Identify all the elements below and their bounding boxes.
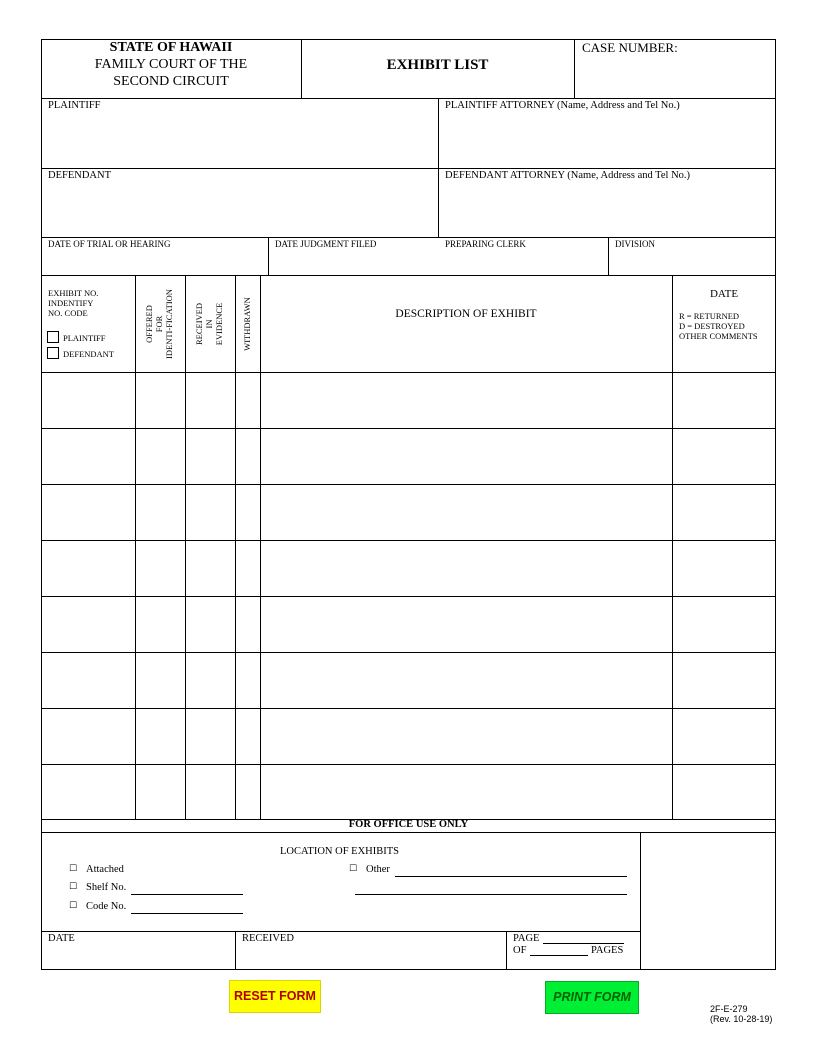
header-vline-2 xyxy=(574,39,575,99)
other-label: Other xyxy=(366,864,390,875)
court-name: FAMILY COURT OF THE xyxy=(94,57,248,72)
description-cell[interactable] xyxy=(262,374,670,426)
office-bottom-vline-2 xyxy=(506,931,507,970)
page-label: PAGE xyxy=(513,933,540,944)
pages-label: PAGES xyxy=(591,945,624,956)
received-cell[interactable] xyxy=(187,766,233,818)
attached-label: Attached xyxy=(86,864,124,875)
shelf-number-field[interactable] xyxy=(131,894,243,895)
received-in-evidence-header: RECEIVED IN EVIDENCE xyxy=(194,302,224,346)
offered-cell[interactable] xyxy=(137,766,183,818)
table-header-divider xyxy=(41,372,776,373)
case-number-label: CASE NUMBER: xyxy=(582,40,678,55)
date-header: DATE xyxy=(709,288,739,300)
date-comments-cell[interactable] xyxy=(674,430,774,482)
offered-cell[interactable] xyxy=(137,598,183,650)
plaintiff-field[interactable] xyxy=(46,116,432,164)
received-cell[interactable] xyxy=(187,542,233,594)
table-vline-3 xyxy=(235,275,236,820)
other-comments-note: OTHER COMMENTS xyxy=(679,331,758,341)
office-received-field[interactable] xyxy=(240,946,500,966)
withdrawn-cell[interactable] xyxy=(237,654,258,706)
location-heading: LOCATION OF EXHIBITS xyxy=(280,846,399,857)
parties-divider xyxy=(41,168,776,169)
table-top-divider xyxy=(41,275,776,276)
plaintiff-label: PLAINTIFF xyxy=(48,100,101,111)
header-divider xyxy=(41,98,776,99)
description-cell[interactable] xyxy=(262,654,670,706)
office-received-label: RECEIVED xyxy=(242,933,294,944)
defendant-checkbox[interactable] xyxy=(47,347,59,359)
office-date-label: DATE xyxy=(48,933,75,944)
date-comments-cell[interactable] xyxy=(674,486,774,538)
row-divider xyxy=(41,540,776,541)
defendant-attorney-label: DEFENDANT ATTORNEY (Name, Address and Tel No.) xyxy=(445,170,691,181)
received-cell[interactable] xyxy=(187,598,233,650)
withdrawn-cell[interactable] xyxy=(237,374,258,426)
withdrawn-cell[interactable] xyxy=(237,766,258,818)
date-comments-cell[interactable] xyxy=(674,710,774,762)
row-divider xyxy=(41,484,776,485)
office-use-heading: FOR OFFICE USE ONLY xyxy=(348,819,469,830)
date-judgment-label: DATE JUDGMENT FILED xyxy=(275,239,377,249)
row-divider xyxy=(41,652,776,653)
division-field[interactable] xyxy=(613,252,771,272)
defendant-attorney-field[interactable] xyxy=(443,186,771,234)
reset-form-button[interactable]: RESET FORM xyxy=(229,980,321,1013)
division-label: DIVISION xyxy=(615,239,655,249)
description-cell[interactable] xyxy=(262,598,670,650)
info-top-divider xyxy=(41,237,776,238)
date-comments-cell[interactable] xyxy=(674,542,774,594)
code-checkbox[interactable]: ☐ xyxy=(69,901,78,911)
description-cell[interactable] xyxy=(262,486,670,538)
page-number-field[interactable] xyxy=(543,943,624,944)
offered-cell[interactable] xyxy=(137,542,183,594)
date-comments-cell[interactable] xyxy=(674,374,774,426)
date-comments-cell[interactable] xyxy=(674,766,774,818)
info-vline-1 xyxy=(268,237,269,275)
received-cell[interactable] xyxy=(187,710,233,762)
print-form-button[interactable]: PRINT FORM xyxy=(545,981,639,1014)
shelf-checkbox[interactable]: ☐ xyxy=(69,882,78,892)
offered-cell[interactable] xyxy=(137,710,183,762)
row-divider xyxy=(41,428,776,429)
exhibit-no-header-3: NO. CODE xyxy=(48,308,88,318)
office-heading-line xyxy=(41,832,776,833)
returned-note: R = RETURNED xyxy=(679,311,740,321)
table-vline-1 xyxy=(135,275,136,820)
date-comments-cell[interactable] xyxy=(674,654,774,706)
office-vline xyxy=(640,832,641,970)
court-circuit: SECOND CIRCUIT xyxy=(113,74,229,89)
received-cell[interactable] xyxy=(187,374,233,426)
withdrawn-cell[interactable] xyxy=(237,542,258,594)
case-number-field[interactable] xyxy=(580,58,770,94)
description-cell[interactable] xyxy=(262,430,670,482)
exhibit-no-header-2: INDENTIFY xyxy=(48,298,94,308)
date-judgment-field[interactable] xyxy=(273,252,433,272)
form-revision: (Rev. 10-28-19) xyxy=(710,1014,773,1024)
description-cell[interactable] xyxy=(262,710,670,762)
shelf-label: Shelf No. xyxy=(86,882,127,893)
offered-cell[interactable] xyxy=(137,486,183,538)
date-trial-label: DATE OF TRIAL OR HEARING xyxy=(48,239,171,249)
offered-cell[interactable] xyxy=(137,654,183,706)
form-code: 2F-E-279 xyxy=(710,1004,748,1014)
plaintiff-checkbox[interactable] xyxy=(47,331,59,343)
received-cell[interactable] xyxy=(187,486,233,538)
other-checkbox[interactable]: ☐ xyxy=(349,864,358,874)
defendant-label: DEFENDANT xyxy=(48,170,111,181)
code-number-field[interactable] xyxy=(131,913,243,914)
row-divider xyxy=(41,708,776,709)
destroyed-note: D = DESTROYED xyxy=(679,321,745,331)
of-label: OF xyxy=(513,945,527,956)
other-field-line-1[interactable] xyxy=(395,876,627,877)
description-header: DESCRIPTION OF EXHIBIT xyxy=(395,308,537,320)
row-divider xyxy=(41,596,776,597)
office-bottom-row-line xyxy=(41,931,640,932)
form-title: EXHIBIT LIST xyxy=(386,57,489,73)
exhibit-no-header-1: EXHIBIT NO. xyxy=(48,288,99,298)
court-state: STATE OF HAWAII xyxy=(109,40,233,55)
defendant-checkbox-label: DEFENDANT xyxy=(63,349,114,359)
row-divider xyxy=(41,764,776,765)
received-cell[interactable] xyxy=(187,654,233,706)
withdrawn-cell[interactable] xyxy=(237,486,258,538)
exhibit-no-cell[interactable] xyxy=(43,430,133,482)
table-vline-2 xyxy=(185,275,186,820)
exhibit-no-cell[interactable] xyxy=(43,710,133,762)
info-vline-2 xyxy=(608,237,609,275)
plaintiff-checkbox-label: PLAINTIFF xyxy=(63,333,106,343)
table-vline-5 xyxy=(672,275,673,820)
date-trial-field[interactable] xyxy=(46,252,264,272)
table-vline-4 xyxy=(260,275,261,820)
description-cell[interactable] xyxy=(262,542,670,594)
attached-checkbox[interactable]: ☐ xyxy=(69,864,78,874)
preparing-clerk-label: PREPARING CLERK xyxy=(445,239,526,249)
exhibit-no-cell[interactable] xyxy=(43,598,133,650)
exhibit-no-cell[interactable] xyxy=(43,374,133,426)
withdrawn-cell[interactable] xyxy=(237,430,258,482)
other-field-line-2[interactable] xyxy=(355,894,627,895)
description-cell[interactable] xyxy=(262,766,670,818)
office-date-field[interactable] xyxy=(46,946,230,966)
exhibit-no-cell[interactable] xyxy=(43,486,133,538)
plaintiff-attorney-label: PLAINTIFF ATTORNEY (Name, Address and Tel No.) xyxy=(445,100,680,111)
preparing-clerk-field[interactable] xyxy=(443,252,603,272)
offered-cell[interactable] xyxy=(137,374,183,426)
withdrawn-cell[interactable] xyxy=(237,710,258,762)
exhibit-no-cell[interactable] xyxy=(43,654,133,706)
plaintiff-attorney-field[interactable] xyxy=(443,116,771,164)
withdrawn-cell[interactable] xyxy=(237,598,258,650)
received-cell[interactable] xyxy=(187,430,233,482)
total-pages-field[interactable] xyxy=(530,955,588,956)
date-comments-cell[interactable] xyxy=(674,598,774,650)
code-label: Code No. xyxy=(86,901,127,912)
exhibit-no-cell[interactable] xyxy=(43,766,133,818)
office-bottom-vline-1 xyxy=(235,931,236,970)
offered-for-identification-header: OFFERED FOR IDENTI-FICATION xyxy=(144,289,174,359)
defendant-field[interactable] xyxy=(46,186,432,234)
withdrawn-header: WITHDRAWN xyxy=(242,297,252,351)
exhibit-no-cell[interactable] xyxy=(43,542,133,594)
offered-cell[interactable] xyxy=(137,430,183,482)
